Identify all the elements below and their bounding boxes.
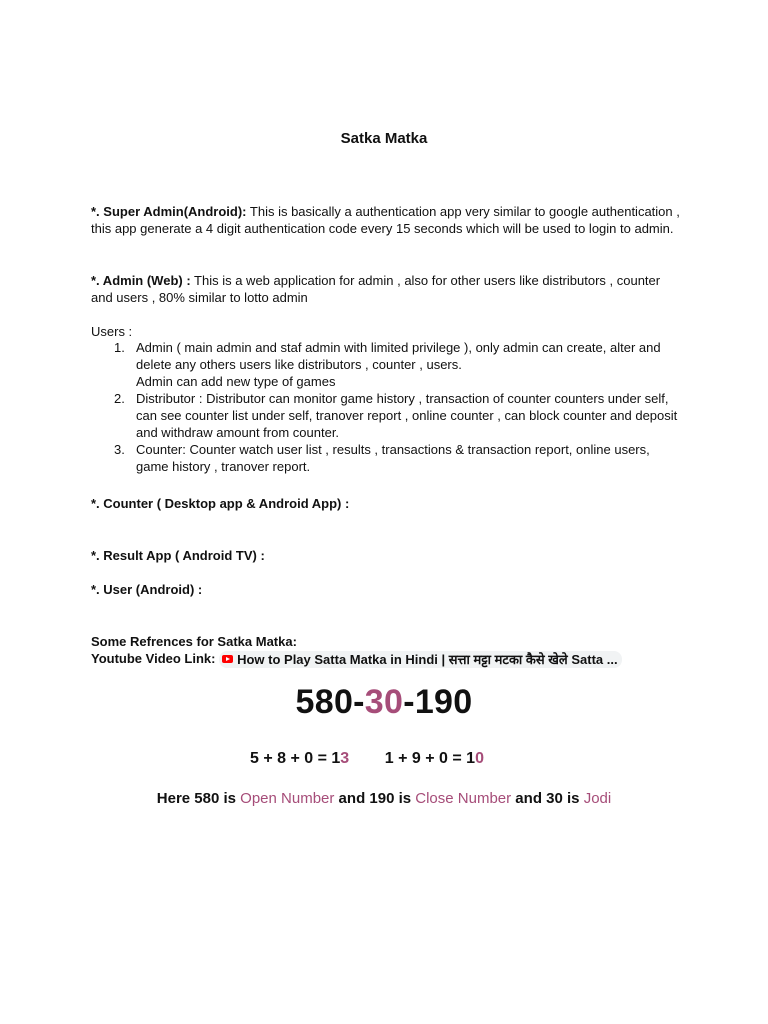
super-admin-paragraph [91,203,681,237]
super-admin-text: This is basically a authentication app very similar to google authentication , this app generate a 4 digit authentication code every 15 seconds which will be used to login to admin. [91,204,680,236]
list-item [91,390,681,441]
youtube-video-chip[interactable] [219,651,622,668]
result-app-heading: *. Result App ( Android TV) : [91,548,265,563]
admin-web-label: *. Admin (Web) : [91,273,191,288]
close-number-term: Close Number [415,790,512,807]
list-item-text: Counter: Counter watch user list , results , transactions & transaction report, online users, game history , tranover report. [136,442,650,474]
sum-close: 1 + 9 + 0 = 1 [384,750,476,767]
open-part: 580- [295,683,365,721]
user-heading: *. User (Android) : [91,582,203,597]
references-heading: Some Refrences for Satka Matka: [91,634,297,649]
sum-close-digit: 0 [475,750,484,767]
open-number-term: Open Number [240,790,335,807]
explanation-line [0,790,768,807]
super-admin-label: *. Super Admin(Android): [91,204,247,219]
users-list [91,339,681,475]
youtube-link-row [91,650,711,668]
counter-heading: *. Counter ( Desktop app & Android App) : [91,496,350,511]
admin-web-paragraph [91,272,681,306]
list-item [91,441,681,475]
youtube-label: Youtube Video Link: [91,651,216,666]
jodi-term: Jodi [583,790,612,807]
list-item-text: Admin can add new type of games [136,374,336,389]
list-item-number: 3. [114,442,125,457]
list-item-text: Distributor : Distributor can monitor game history , transaction of counter counters under self, can see counter list under self, tranover report , online counter , can block counter and deposit and withdraw amount from counter. [136,391,678,440]
sum-open-digit: 3 [340,750,350,767]
list-item-number: 1. [114,340,125,355]
list-item-text: Admin ( main admin and staf admin with limited privilege ), only admin can create, alter and delete any others users like distributors , counter , users. [136,340,661,372]
explain-text: and 190 is [334,790,416,807]
youtube-video-title: How to Play Satta Matka in Hindi | सत्ता मट्टा मटका कैसे खेले Satta ... [237,651,618,667]
sum-open: 5 + 8 + 0 = 1 [250,750,341,767]
digit-sums [250,750,484,768]
list-item-number: 2. [114,391,125,406]
explain-text: Here 580 is [156,790,241,807]
list-item [91,339,681,390]
jodi-part: 30 [364,683,404,721]
example-number [0,683,768,722]
page-title: Satka Matka [340,130,428,147]
users-heading: Users : [91,324,133,339]
admin-web-text: This is a web application for admin , also for other users like distributors , counter and users , 80% similar to lotto admin [91,273,661,305]
explain-text: and 30 is [511,790,584,807]
close-part: -190 [403,683,473,721]
youtube-icon [222,655,233,663]
